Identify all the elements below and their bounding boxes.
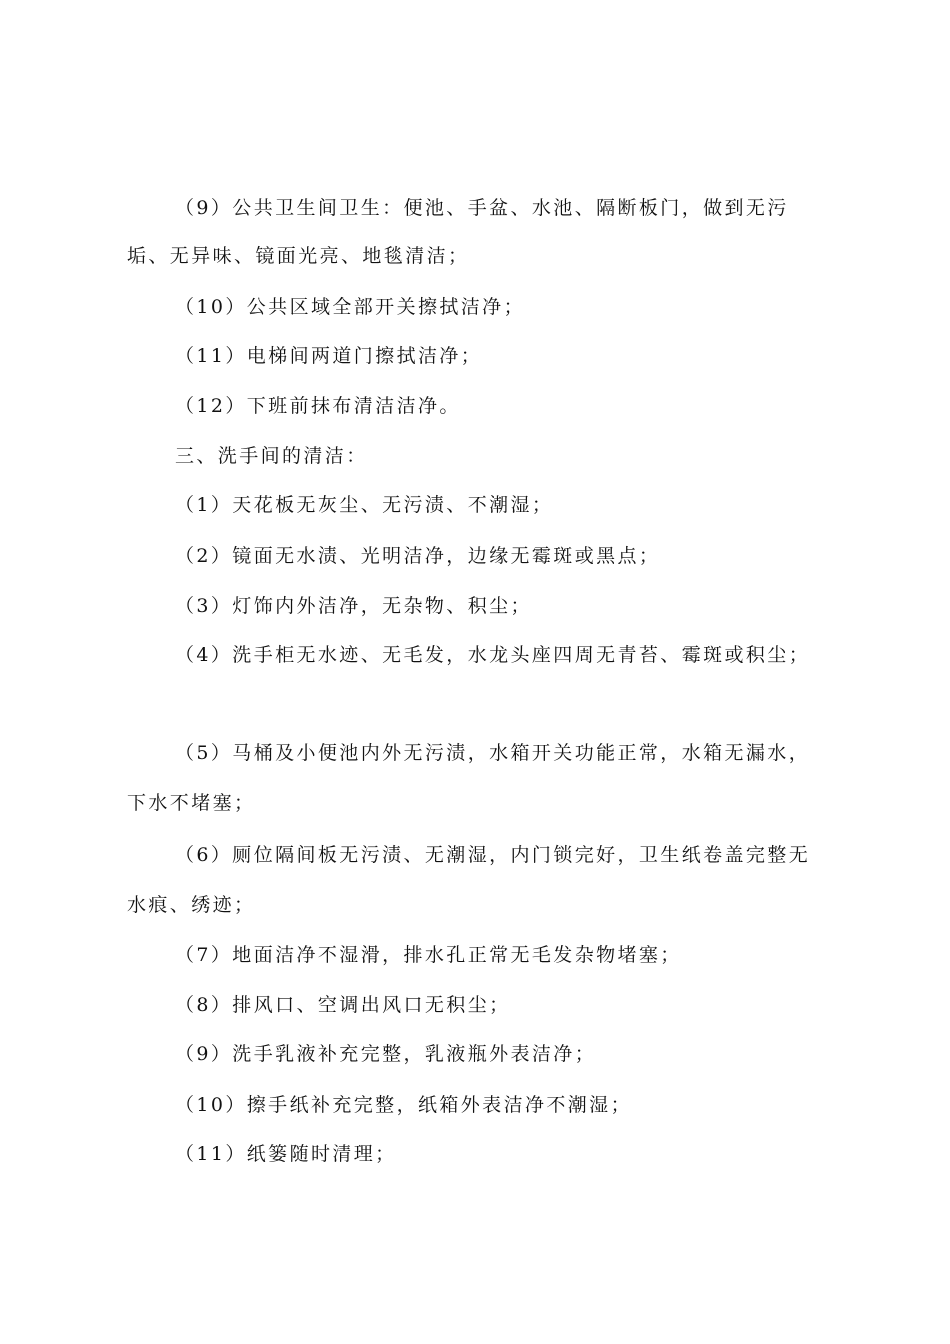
section-3-heading: 三、洗手间的清洁： xyxy=(175,445,368,467)
restroom-item-1: （1）天花板无灰尘、无污渍、不潮湿； xyxy=(175,494,554,516)
paragraph-11: （11）电梯间两道门擦拭洁净； xyxy=(175,345,483,367)
paragraph-10: （10）公共区域全部开关擦拭洁净； xyxy=(175,296,525,318)
restroom-item-2: （2）镜面无水渍、光明洁净，边缘无霉斑或黑点； xyxy=(175,545,661,567)
restroom-item-6-line-1: （6）厕位隔间板无污渍、无潮湿，内门锁完好，卫生纸卷盖完整无 xyxy=(175,844,811,866)
restroom-item-5-line-1: （5）马桶及小便池内外无污渍，水箱开关功能正常，水箱无漏水， xyxy=(175,742,811,764)
restroom-item-8: （8）排风口、空调出风口无积尘； xyxy=(175,994,511,1016)
paragraph-9-line-2: 垢、无异味、镜面光亮、地毯清洁； xyxy=(127,245,470,267)
restroom-item-11: （11）纸篓随时清理； xyxy=(175,1143,397,1165)
restroom-item-4: （4）洗手柜无水迹、无毛发，水龙头座四周无青苔、霉斑或积尘； xyxy=(175,644,811,666)
restroom-item-5-line-2: 下水不堵塞； xyxy=(127,792,256,814)
restroom-item-7: （7）地面洁净不湿滑，排水孔正常无毛发杂物堵塞； xyxy=(175,944,682,966)
paragraph-12: （12）下班前抹布清洁洁净。 xyxy=(175,395,461,417)
restroom-item-10: （10）擦手纸补充完整，纸箱外表洁净不潮湿； xyxy=(175,1094,632,1116)
restroom-item-3: （3）灯饰内外洁净，无杂物、积尘； xyxy=(175,595,532,617)
restroom-item-6-line-2: 水痕、绣迹； xyxy=(127,894,256,916)
restroom-item-9: （9）洗手乳液补充完整，乳液瓶外表洁净； xyxy=(175,1043,597,1065)
paragraph-9-line-1: （9）公共卫生间卫生：便池、手盆、水池、隔断板门，做到无污 xyxy=(175,197,789,219)
